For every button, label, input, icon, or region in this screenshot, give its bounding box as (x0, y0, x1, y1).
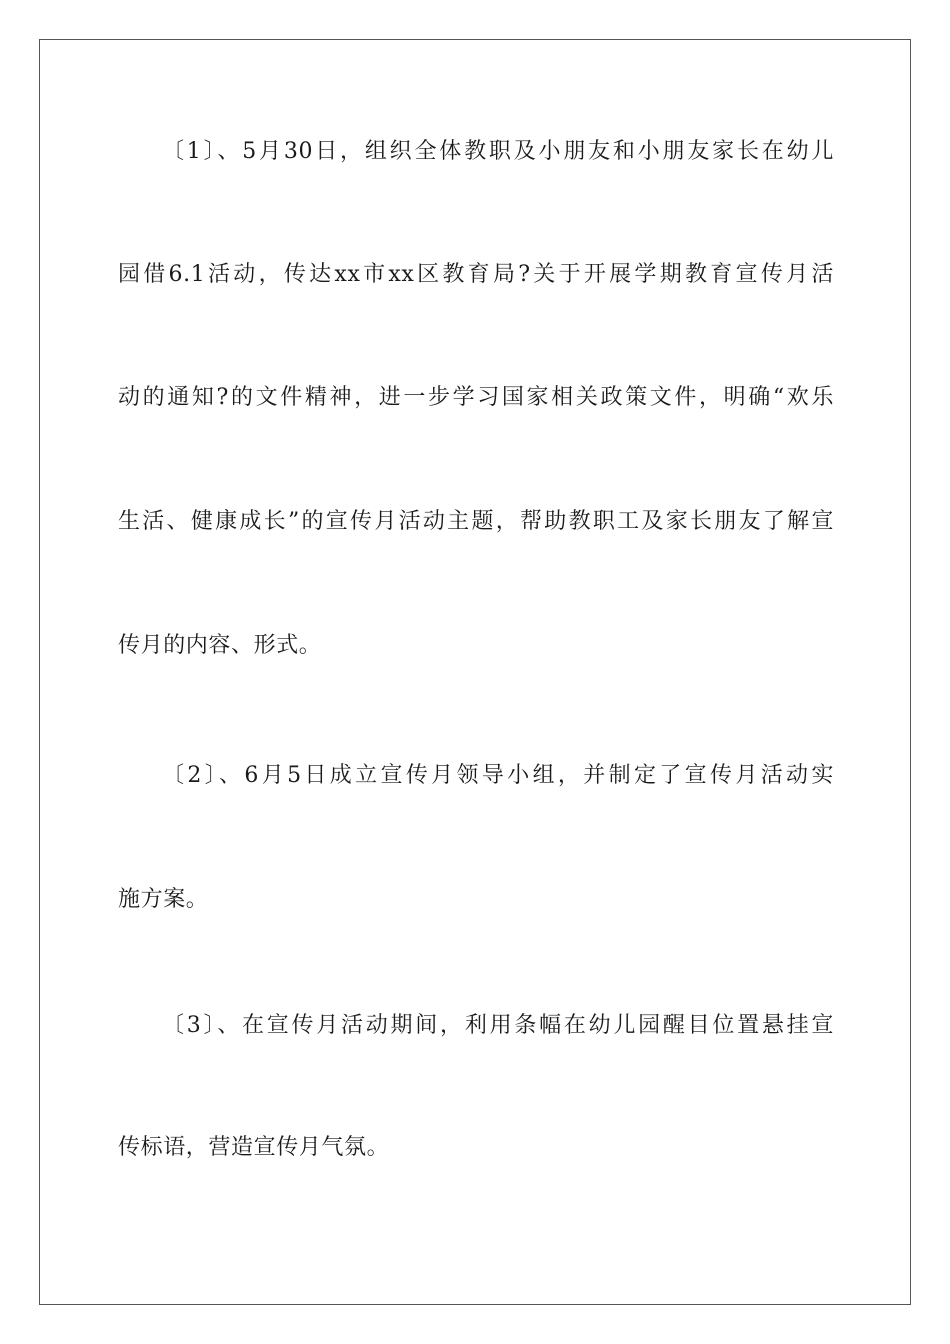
paragraph-2-line-2: 施方案。 (118, 887, 209, 912)
paragraph-1-line-4: 生活、健康成长”的宣传月活动主题，帮助教职工及家长朋友了解宣 (118, 509, 834, 534)
paragraph-1-line-1: 〔1〕、5月30日，组织全体教职及小朋友和小朋友家长在幼儿 (162, 139, 834, 164)
page-border (39, 39, 911, 1305)
paragraph-3-line-2: 传标语，营造宣传月气氛。 (118, 1135, 390, 1160)
paragraph-1-line-3: 动的通知?的文件精神，进一步学习国家相关政策文件，明确“欢乐 (118, 385, 834, 410)
paragraph-1-line-2: 园借6.1活动，传达xx市xx区教育局?关于开展学期教育宣传月活 (118, 262, 834, 287)
paragraph-1-line-5: 传月的内容、形式。 (118, 633, 322, 658)
paragraph-2-line-1: 〔2〕、6月5日成立宣传月领导小组，并制定了宣传月活动实 (162, 763, 834, 788)
paragraph-3-line-1: 〔3〕、在宣传月活动期间，利用条幅在幼儿园醒目位置悬挂宣 (162, 1013, 834, 1038)
